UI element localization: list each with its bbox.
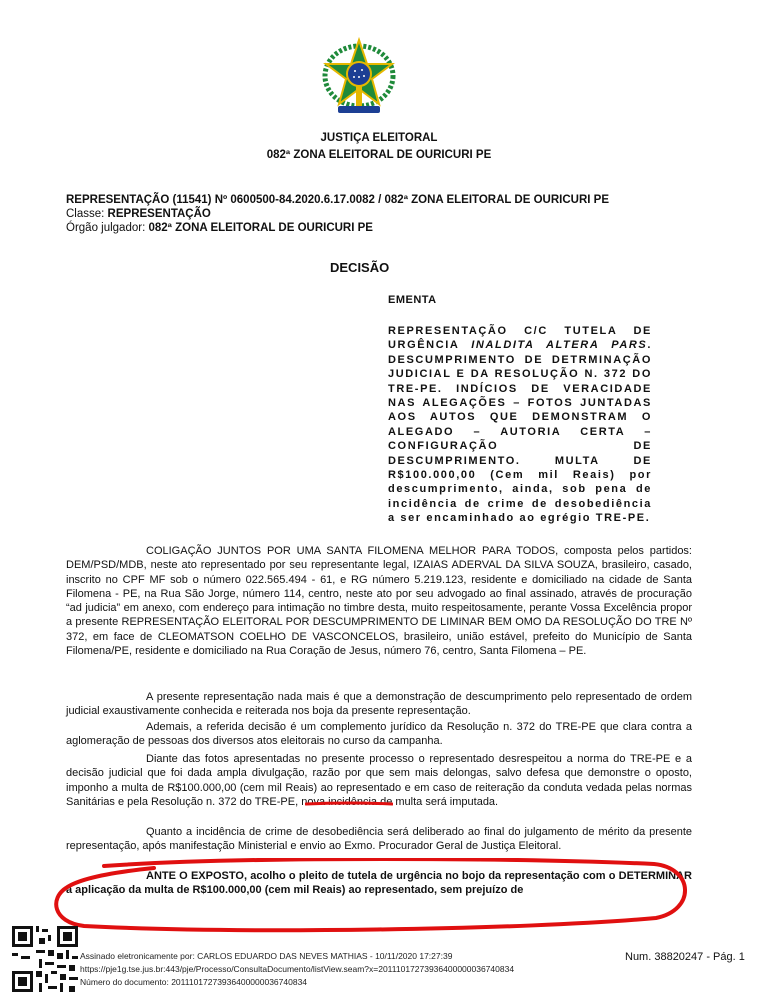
- paragraph-disobedience: Quanto a incidência de crime de desobediência será deliberado ao final do julgamento de mérito da presente representação, após manifestação Ministerial e envio ao Exmo. Procurador Geral de Justiça Eleitoral.: [66, 826, 692, 853]
- qr-code-image: [12, 926, 78, 992]
- paragraph-conclusion: ANTE O EXPOSTO, acolho o pleito de tutela de urgência no bojo da representação com o DETERMINAR a aplicação da multa de R$100.000,00 (cem mil Reais) ao representado, sem prejuízo de: [66, 870, 692, 897]
- paragraph-parties: COLIGAÇÃO JUNTOS POR UMA SANTA FILOMENA MELHOR PARA TODOS, composta pelos partidos: DEM/PSD/MDB, neste ato representado por seu representante legal, IZAIAS ADERVAL DA SILVA SOUZA, brasileiro, casado, inscrito no CPF MF sob o número 022.565.494 - 61, e RG número 5.219.123, residente e domiciliado na cidade de Santa Filomena - PE, na Rua São Jorge, número 114, centro, neste ato por seu advogado ao final assinado, através de procuração “ad judicia” em anexo, com endereço para intimação no timbre desta, muito respeitosamente, perante Vossa Excelência propor a presente REPRESENTAÇÃO ELEITORAL POR DESCUMPRIMENTO DE LIMINAR BEM OMO DA RESOLUÇÃO DO TRE Nº 372, em face de CLEOMATSON COELHO DE VASCONCELOS, brasileiro, união estável, prefeito do Município de Santa Filomena/PE, residente e domiciliado na Rua Coração de Jesus, número 76, centro, Santa Filomena – PE.: [66, 545, 692, 658]
- process-class: [66, 207, 211, 221]
- ementa-italic: INALDITA ALTERA PARS: [471, 339, 648, 352]
- class-label: Classe:: [66, 208, 108, 220]
- header-court: JUSTIÇA ELEITORAL: [320, 132, 438, 144]
- ementa-label: EMENTA: [388, 294, 437, 306]
- process-judging-body: [66, 221, 373, 235]
- ementa-text: [388, 324, 652, 526]
- process-number: REPRESENTAÇÃO (11541) Nº 0600500-84.2020.6.17.0082 / 082ª ZONA ELEITORAL DE OURICURI PE: [66, 194, 609, 206]
- document-url: https://pje1g.tse.jus.br:443/pje/Processo/ConsultaDocumento/listView.seam?x=20111017273936400000036740834: [80, 964, 515, 974]
- paragraph-penalty: Diante das fotos apresentadas no presente processo o representado desrespeitou a norma do TRE-PE e a decisão judicial que foi dada ampla divulgação, razão por que sem mais delongas, salvo defesa que demonstre o oposto, imponho a multa de R$100.000,00 (cem mil Reais) ao representado e em caso de reiteração da conduta vedada pelas normas Sanitárias e pela Resolução n. 372 do TRE-PE, nova incidência de multa será imputada.: [66, 753, 692, 808]
- ementa-part2: . DESCUMPRIMENTO DE DETRMINAÇÃO JUDICIAL E DA RESOLUÇÃO N. 372 DO TRE-PE. INDÍCIOS DE VERACIDADE NAS ALEGAÇÕES – FOTOS JUNTADAS AOS AUTOS QUE DEMONSTRAM O ALEGADO – AUTORIA CERTA – CONFIGURAÇÃO DE DESCUMPRIMENTO. MULTA DE R$100.000,00 (Cem mil Reais) por descumprimento, ainda, sob pena de incidência de crime de desobediência a ser encaminhado ao egrégio TRE-PE.: [388, 339, 652, 525]
- red-underline-annotation: [305, 801, 393, 806]
- document-number: Número do documento: 20111017273936400000036740834: [80, 977, 308, 987]
- document-title: DECISÃO: [330, 260, 390, 275]
- ementa-part1: REPRESENTAÇÃO C/C TUTELA DE URGÊNCIA: [388, 325, 652, 352]
- paragraph-complement: Ademais, a referida decisão é um complemento jurídico da Resolução n. 372 do TRE-PE que clara contra a aglomeração de pessoas dos diversos atos eleitorais no curso da campanha.: [66, 721, 692, 748]
- red-circle-annotation: [44, 858, 694, 936]
- paragraph-summary: A presente representação nada mais é que a demonstração de descumprimento pelo representado de ordem judicial exaustivamente conhecida e reiterada nos boja da presente representação.: [66, 691, 692, 718]
- page-number: Num. 38820247 - Pág. 1: [625, 951, 745, 963]
- coat-of-arms-emblem: [320, 36, 398, 116]
- class-value: REPRESENTAÇÃO: [107, 208, 211, 220]
- judging-body-value: 082ª ZONA ELEITORAL DE OURICURI PE: [148, 222, 373, 234]
- judging-body-label: Órgão julgador:: [66, 222, 149, 234]
- header-zone: 082ª ZONA ELEITORAL DE OURICURI PE: [266, 149, 492, 161]
- signature-info: Assinado eletronicamente por: CARLOS EDUARDO DAS NEVES MATHIAS - 10/11/2020 17:27:39: [80, 951, 453, 961]
